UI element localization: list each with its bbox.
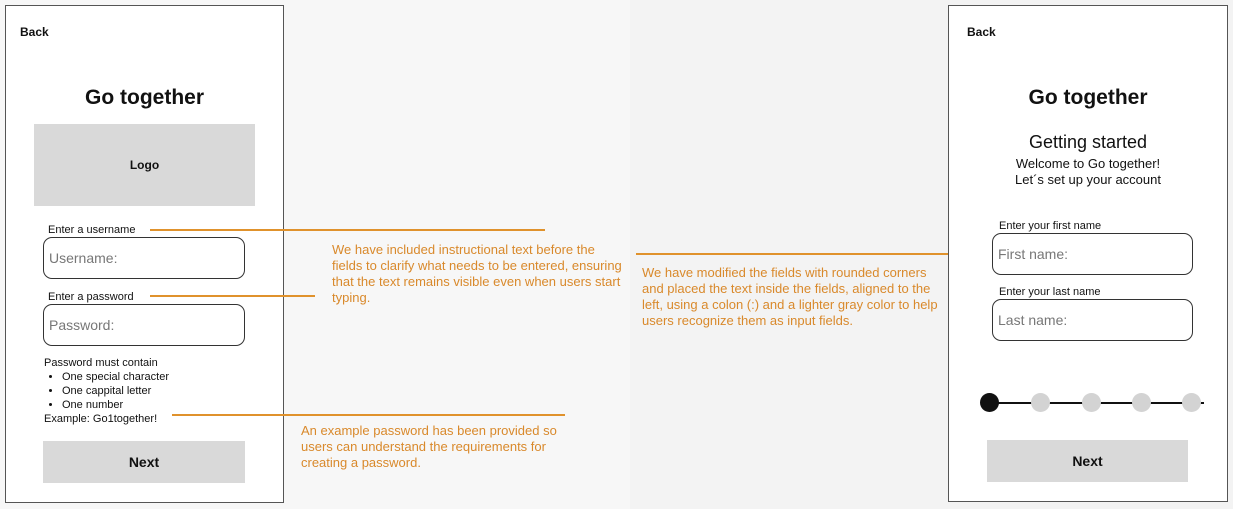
annotation-rounded-fields: We have modified the fields with rounded corners and placed the text inside the fields, aligned to the left, using a colon (:) and a lighter gray color to help users recognize them as input fields.: [642, 265, 938, 328]
first-name-input[interactable]: [992, 233, 1193, 275]
first-name-label: Enter your first name: [999, 220, 1102, 232]
last-name-input[interactable]: [992, 299, 1193, 341]
first-name-placeholder: First name:: [998, 246, 1069, 262]
password-rule: • One cappital letter: [62, 384, 169, 398]
password-rule: • One number: [62, 398, 169, 412]
next-button-label: Next: [1072, 453, 1103, 469]
password-label: Enter a password: [48, 291, 134, 303]
annotation-line-example: [172, 414, 565, 416]
progress-step-2: [1031, 393, 1050, 412]
logo-label: Logo: [129, 158, 160, 172]
getting-started-screen-mockup: [948, 5, 1228, 502]
back-button[interactable]: Back: [967, 25, 996, 39]
annotation-line-fields: [636, 253, 990, 255]
welcome-text: Welcome to Go together!: [1015, 156, 1161, 171]
password-placeholder: Password:: [49, 317, 115, 333]
password-rules-list: [44, 370, 169, 412]
password-rules-heading: Password must contain: [44, 357, 158, 369]
progress-step-3: [1082, 393, 1101, 412]
last-name-label: Enter your last name: [999, 286, 1101, 298]
logo-placeholder: [34, 124, 255, 206]
getting-started-heading: Getting started: [1028, 132, 1148, 152]
annotation-line-password: [150, 295, 315, 297]
app-title: Go together: [85, 86, 204, 109]
last-name-placeholder: Last name:: [998, 312, 1068, 328]
next-button-label: Next: [128, 454, 160, 470]
app-title: Go together: [1028, 86, 1148, 109]
progress-step-4: [1132, 393, 1151, 412]
annotation-line-username: [150, 229, 545, 231]
password-requirements: [44, 356, 169, 426]
username-label: Enter a username: [48, 224, 136, 236]
next-button[interactable]: [43, 441, 245, 483]
password-rule: • One special character: [62, 370, 169, 384]
annotation-instructional-text: We have included instructional text before the fields to clarify what needs to be entered, ensuring that the text remains visible even when users start typing.: [332, 242, 622, 305]
back-button[interactable]: Back: [20, 25, 49, 39]
username-input[interactable]: [43, 237, 245, 279]
password-input[interactable]: [43, 304, 245, 346]
annotation-example-password: An example password has been provided so users can understand the requirements for creating a password.: [301, 423, 557, 470]
signup-screen-mockup: [5, 5, 284, 503]
progress-step-5: [1182, 393, 1201, 412]
setup-text: Let´s set up your account: [1015, 172, 1161, 187]
username-placeholder: Username:: [49, 250, 118, 266]
password-example: Example: Go1together!: [44, 413, 158, 425]
progress-step-1: [980, 393, 999, 412]
next-button[interactable]: [987, 440, 1188, 482]
